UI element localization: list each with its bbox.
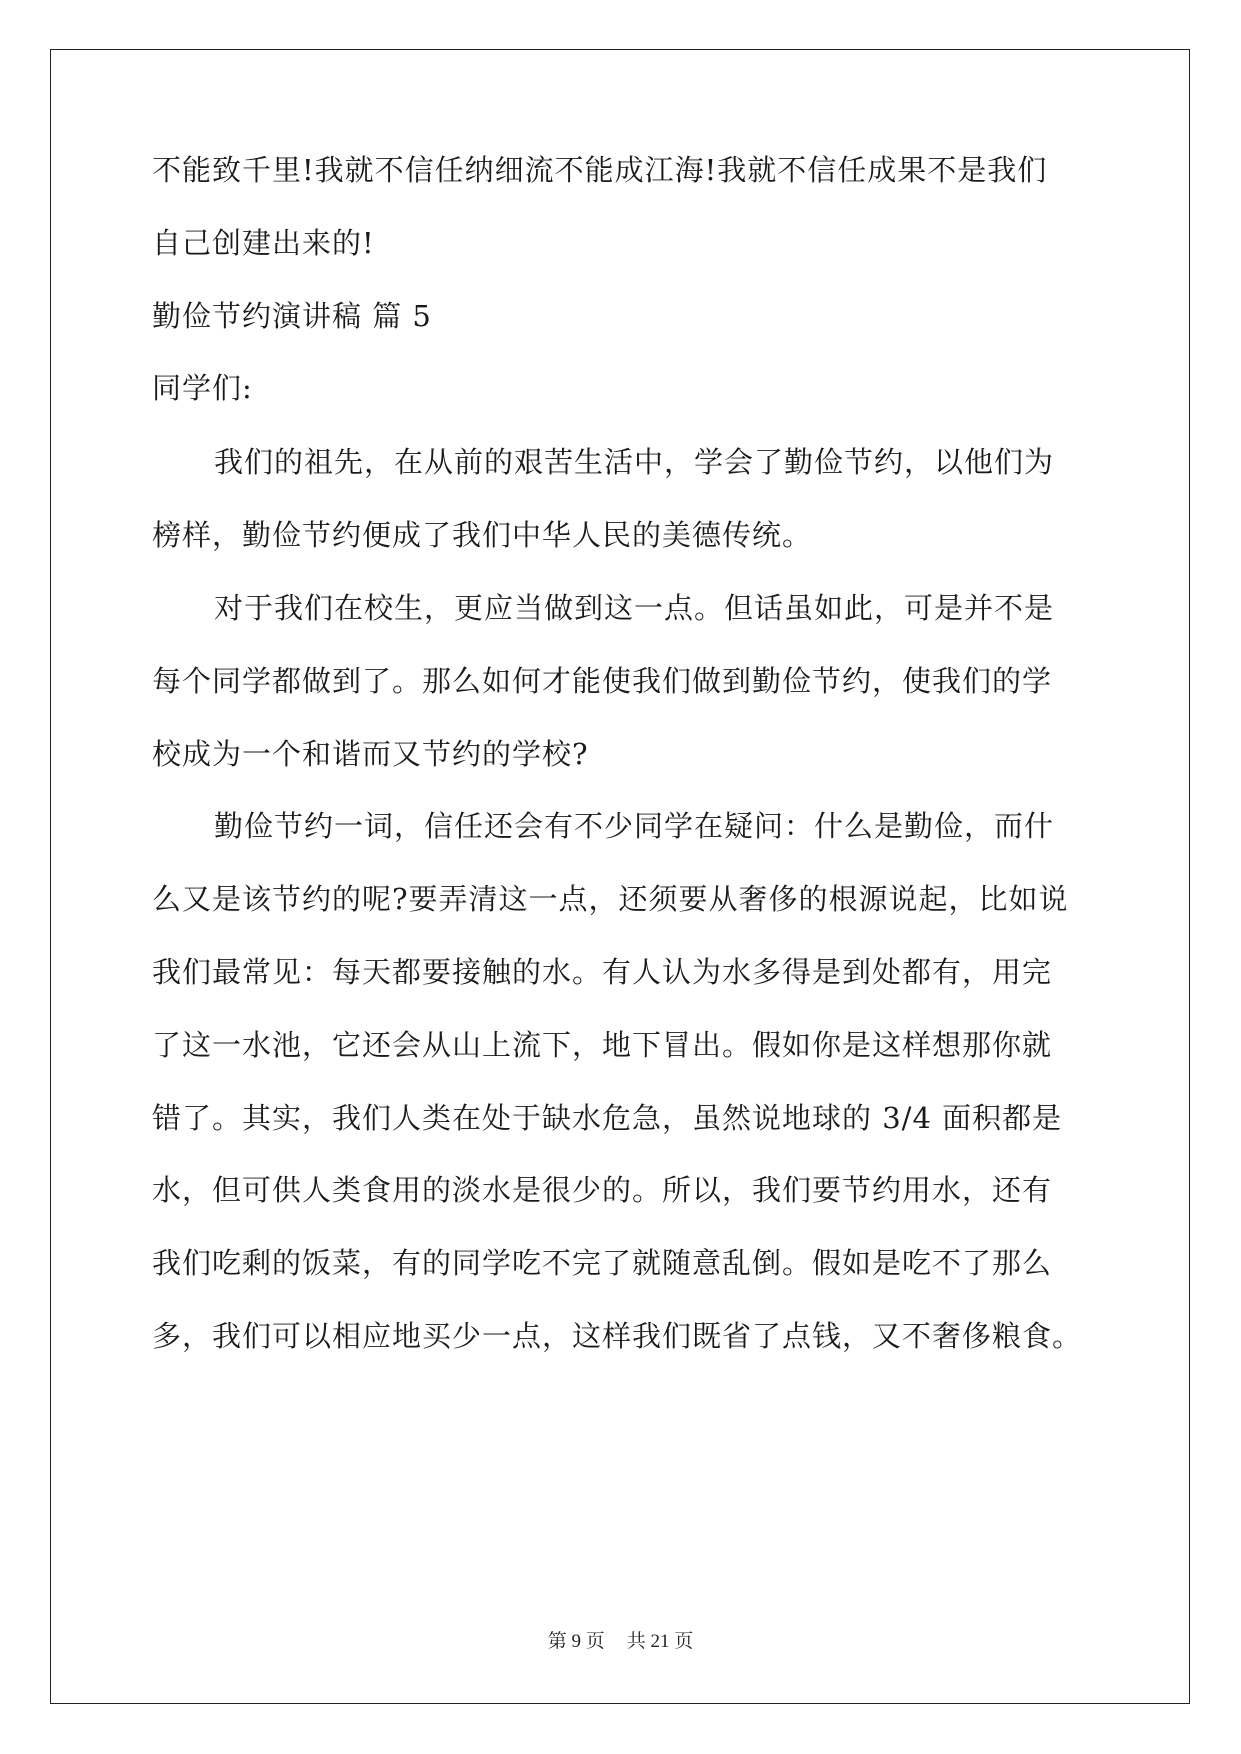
paragraph-line: 不能致千里!我就不信任纳细流不能成江海!我就不信任成果不是我们 — [152, 153, 1048, 187]
current-page-number: 第 9 页 — [547, 1631, 605, 1652]
paragraph-line: 每个同学都做到了。那么如何才能使我们做到勤俭节约，使我们的学 — [152, 664, 1053, 698]
section-heading: 勤俭节约演讲稿 篇 5 — [152, 299, 432, 333]
paragraph-line: 水，但可供人类食用的淡水是很少的。所以，我们要节约用水，还有 — [152, 1173, 1053, 1207]
paragraph-line: 了这一水池，它还会从山上流下，地下冒出。假如你是这样想那你就 — [152, 1028, 1053, 1062]
paragraph-line: 自己创建出来的! — [152, 226, 375, 260]
paragraph-line: 错了。其实，我们人类在处于缺水危急，虽然说地球的 3/4 面积都是 — [152, 1101, 1063, 1135]
paragraph-line: 多，我们可以相应地买少一点，这样我们既省了点钱，又不奢侈粮食。 — [152, 1319, 1083, 1353]
paragraph-line: 我们吃剩的饭菜，有的同学吃不完了就随意乱倒。假如是吃不了那么 — [152, 1246, 1053, 1280]
paragraph-line: 我们最常见：每天都要接触的水。有人认为水多得是到处都有，用完 — [152, 955, 1053, 989]
paragraph-line: 榜样，勤俭节约便成了我们中华人民的美德传统。 — [152, 518, 813, 552]
paragraph-line: 么又是该节约的呢?要弄清这一点，还须要从奢侈的根源说起，比如说 — [152, 882, 1069, 916]
salutation: 同学们: — [152, 371, 253, 405]
paragraph-line: 我们的祖先，在从前的艰苦生活中，学会了勤俭节约，以他们为 — [214, 445, 1055, 479]
paragraph-line: 对于我们在校生，更应当做到这一点。但话虽如此，可是并不是 — [214, 591, 1055, 625]
paragraph-line: 校成为一个和谐而又节约的学校? — [152, 737, 589, 771]
paragraph-line: 勤俭节约一词，信任还会有不少同学在疑问：什么是勤俭，而什 — [214, 809, 1055, 843]
page-footer — [0, 1626, 1241, 1653]
total-pages: 共 21 页 — [626, 1631, 694, 1652]
